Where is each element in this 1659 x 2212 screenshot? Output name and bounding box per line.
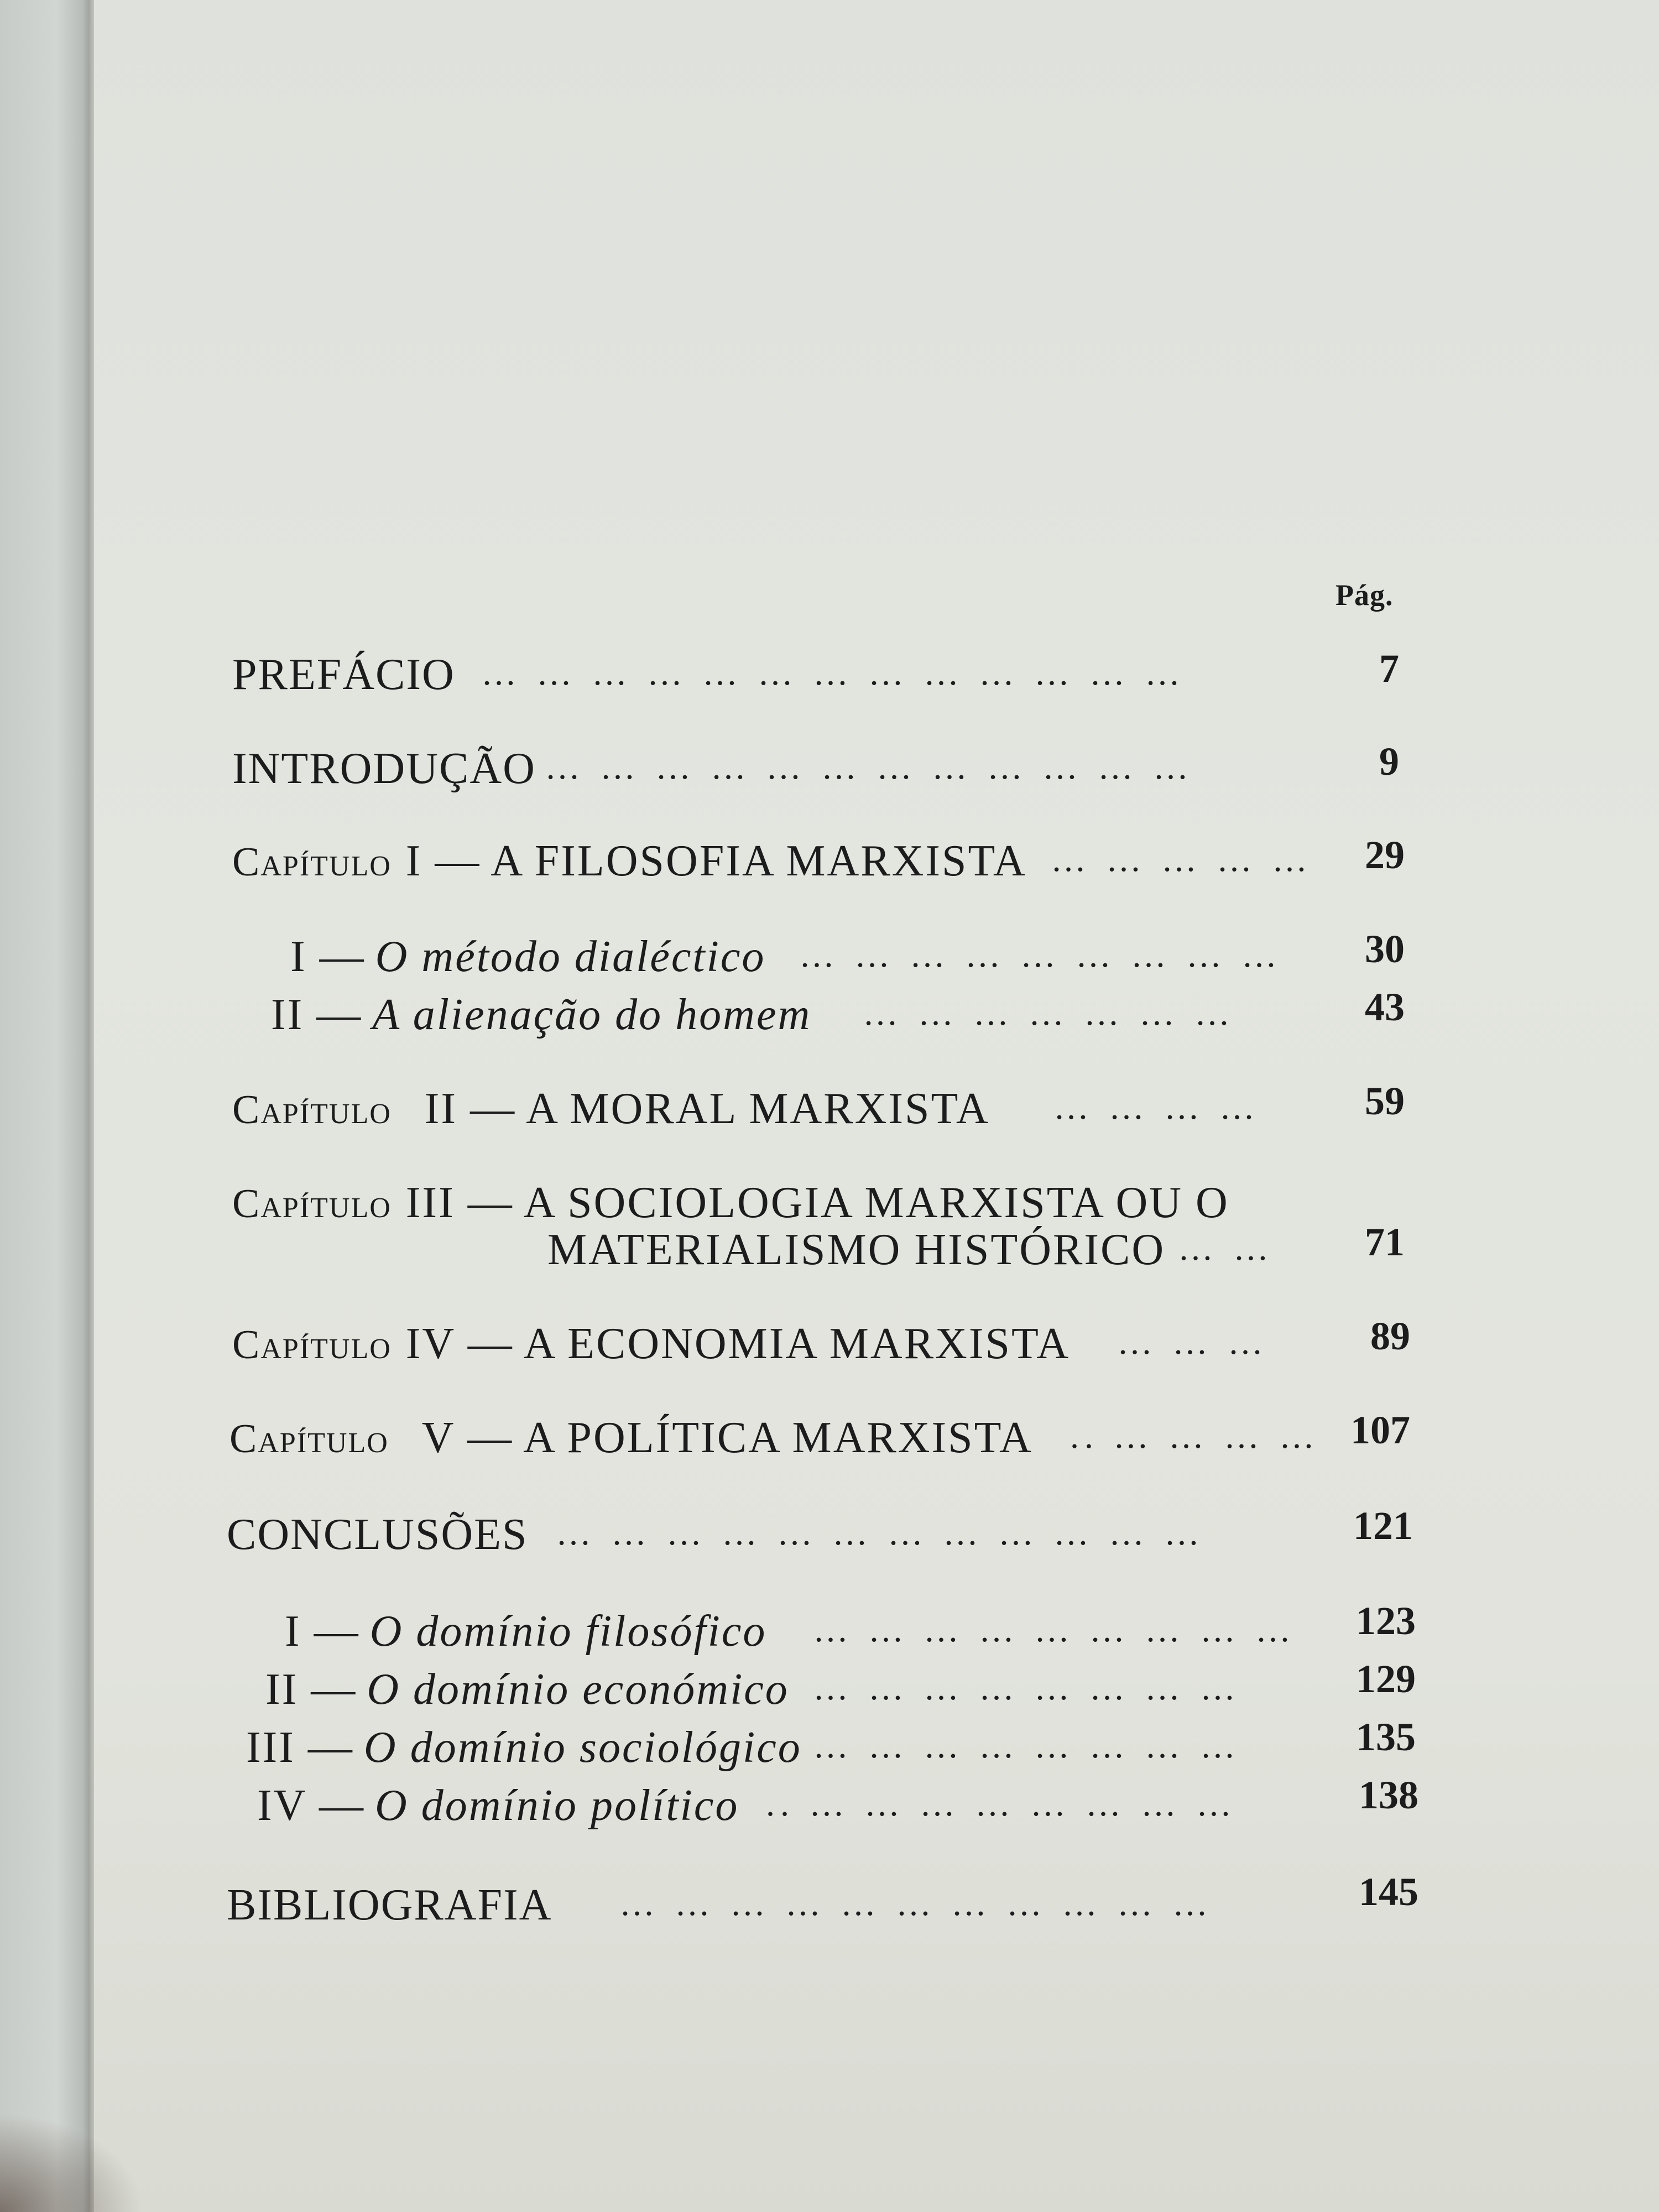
entry-title: INTRODUÇÃO [232,744,536,793]
page-number: 9 [1379,739,1399,784]
toc-entry-capitulo-2 [232,1084,990,1145]
toc-leader-dots [766,1783,1237,1844]
toc-entry-conclusoes [227,1510,528,1571]
chapter-number: IV — [405,1319,514,1368]
toc-entry-capitulo-1 [232,836,1027,897]
toc-leader-dots [813,1609,1296,1670]
entry-title: PREFÁCIO [232,650,455,699]
entry-title: O domínio político [374,1781,739,1830]
entry-title: A POLÍTICA MARXISTA [523,1413,1033,1462]
section-number: I — [285,1607,360,1656]
leader-dots: … … … … … … … … … [799,935,1282,974]
toc-leader-dots [481,653,1186,713]
toc-leader-dots [799,935,1282,995]
section-number: II — [271,990,363,1039]
toc-entry-prefacio [232,650,455,711]
leader-dots: … … [1178,1228,1274,1267]
leader-dots: … … … [1117,1322,1269,1361]
toc-leader-dots [556,1512,1205,1573]
entry-title: O domínio económico [367,1665,789,1714]
chapter-prefix: Capítulo [232,839,392,885]
entry-title: A alienação do homem [372,990,812,1039]
toc-leader-dots [1053,1087,1260,1147]
entry-title: O domínio filosófico [369,1607,767,1656]
page-number: 43 [1365,985,1405,1029]
toc-leader-dots [813,1725,1241,1786]
toc-entry-capitulo-5 [229,1413,1033,1474]
leader-dots: .. … … … … … … … … [766,1784,1237,1823]
section-number: III — [246,1723,354,1772]
leader-dots: … … … … … … … … … … … … [545,747,1194,786]
toc-entry-capitulo-3-line2 [547,1225,1165,1286]
entry-title-continuation: MATERIALISMO HISTÓRICO [547,1225,1166,1274]
toc-subentry [290,932,765,993]
page-number: 7 [1379,646,1399,691]
entry-title: CONCLUSÕES [227,1510,528,1559]
page-number: 129 [1356,1657,1416,1701]
entry-title: O método dialéctico [375,932,766,981]
page-number: 145 [1359,1870,1418,1914]
entry-title: A FILOSOFIA MARXISTA [491,837,1027,885]
leader-dots: .. … … … … [1070,1416,1320,1455]
page-number: 123 [1356,1599,1416,1643]
toc-subentry [246,1723,802,1783]
toc-leader-dots [545,747,1194,807]
chapter-number: II — [424,1084,517,1133]
chapter-prefix: Capítulo [232,1322,392,1368]
leader-dots: … … … … … … … … [813,1668,1241,1707]
chapter-prefix: Capítulo [229,1416,389,1462]
leader-dots: … … … … … [1051,839,1313,879]
leader-dots: … … … … [1053,1087,1260,1126]
entry-title: A ECONOMIA MARXISTA [523,1319,1071,1368]
chapter-number: V — [421,1413,514,1462]
entry-title: A MORAL MARXISTA [526,1084,990,1133]
toc-subentry [271,990,811,1051]
toc-leader-dots [1070,1416,1320,1477]
toc-subentry [265,1665,789,1725]
toc-leader-dots [1117,1322,1269,1383]
page-number: 29 [1365,833,1405,877]
toc-leader-dots [1178,1228,1274,1288]
chapter-number: I — [405,837,481,885]
toc-entry-bibliografia [227,1880,552,1941]
entry-title: BIBLIOGRAFIA [227,1881,552,1929]
chapter-prefix: Capítulo [232,1181,392,1227]
page-number: 135 [1356,1715,1416,1759]
toc-entry-capitulo-4 [232,1319,1070,1380]
chapter-prefix: Capítulo [232,1087,392,1133]
toc-subentry [285,1606,766,1667]
page-number: 59 [1365,1079,1405,1123]
leader-dots: … … … … … … … … … [813,1610,1296,1649]
leader-dots: … … … … … … … … [813,1726,1241,1765]
entry-title: A SOCIOLOGIA MARXISTA OU O [523,1178,1229,1227]
toc-leader-dots [863,993,1235,1053]
toc-leader-dots [813,1667,1241,1728]
entry-title: O domínio sociológico [363,1723,802,1772]
toc-leader-dots [1051,839,1313,900]
leader-dots: … … … … … … … … … … … [619,1884,1213,1923]
page-number: 121 [1353,1504,1413,1548]
page-number: 107 [1350,1408,1410,1452]
section-number: II — [265,1665,357,1714]
section-number: I — [290,932,366,981]
leader-dots: … … … … … … … … … … … … [556,1513,1205,1552]
chapter-number: III — [405,1178,514,1227]
leader-dots: … … … … … … … … … … … … … [481,653,1186,692]
section-number: IV — [257,1781,365,1830]
page-column-header: Pág. [1335,578,1394,612]
page-number: 138 [1359,1773,1418,1817]
toc-leader-dots [619,1883,1213,1944]
leader-dots: … … … … … … … [863,993,1235,1032]
page-number: 71 [1365,1220,1405,1264]
page-number: 30 [1365,927,1405,971]
page-number: 89 [1370,1314,1410,1358]
toc-subentry [257,1781,739,1841]
toc-entry-introducao [232,744,536,805]
